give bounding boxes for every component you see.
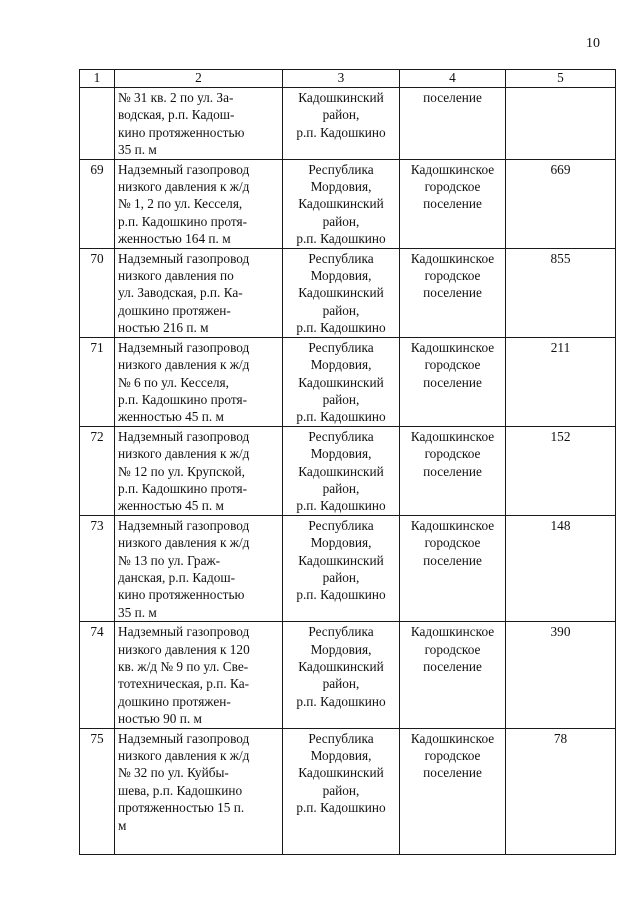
- object-location-line: Кадошкинский: [298, 552, 384, 568]
- object-description-line: ностью 90 п. м: [118, 711, 202, 727]
- object-location-line: Мордовия,: [310, 446, 372, 462]
- object-description-line: Надземный газопровод: [118, 730, 250, 746]
- object-description-line: женностью 45 п. м: [118, 409, 224, 425]
- object-description: [115, 88, 283, 160]
- object-location-line: р.п. Кадошкино: [296, 587, 386, 603]
- table-row: [80, 622, 616, 728]
- object-value: 211: [506, 337, 616, 426]
- object-location: [283, 515, 400, 621]
- object-location-line: Мордовия,: [310, 535, 372, 551]
- object-location-line: Мордовия,: [310, 179, 372, 195]
- object-location-line: Кадошкинский: [298, 90, 384, 105]
- object-description: [115, 728, 283, 854]
- row-number: 74: [80, 622, 115, 728]
- settlement-name: [400, 248, 506, 337]
- object-description-line: дошкино протяжен-: [118, 302, 231, 318]
- table-row: [80, 248, 616, 337]
- object-location: [283, 426, 400, 515]
- object-value: 855: [506, 248, 616, 337]
- object-location-line: Республика: [308, 250, 374, 266]
- column-number-row: [80, 70, 616, 88]
- settlement-name-line: поселение: [423, 765, 482, 781]
- object-description-line: № 31 кв. 2 по ул. За-: [118, 90, 234, 105]
- column-header: 4: [400, 70, 506, 88]
- object-description-line: кино протяженностью: [118, 124, 245, 140]
- object-location-line: Мордовия,: [310, 268, 372, 284]
- object-location-line: Республика: [308, 730, 374, 746]
- object-description-line: м: [118, 817, 127, 833]
- object-location-line: Кадошкинский: [298, 659, 384, 674]
- object-description-line: женностью 45 п. м: [118, 498, 224, 514]
- object-location-line: район,: [322, 782, 360, 798]
- settlement-name-line: городское: [424, 446, 481, 462]
- object-location: [283, 88, 400, 160]
- object-description-line: низкого давления к ж/д: [118, 357, 250, 373]
- settlement-name-line: поселение: [423, 196, 482, 212]
- object-location-line: Республика: [308, 428, 374, 444]
- settlement-name: [400, 622, 506, 728]
- row-number: [80, 88, 115, 160]
- object-location-line: р.п. Кадошкино: [296, 409, 386, 425]
- row-number: 72: [80, 426, 115, 515]
- settlement-name-line: городское: [424, 268, 481, 284]
- table-row: [80, 426, 616, 515]
- settlement-name: [400, 337, 506, 426]
- object-location-line: Республика: [308, 517, 374, 533]
- object-description-line: р.п. Кадошкино протя-: [118, 480, 248, 496]
- object-description: [115, 622, 283, 728]
- settlement-name-line: поселение: [423, 552, 482, 568]
- table-row: [80, 159, 616, 248]
- object-description-line: 35 п. м: [118, 604, 157, 620]
- settlement-name-line: поселение: [423, 463, 482, 479]
- object-description-line: кино протяженностью: [118, 587, 245, 603]
- row-number: 71: [80, 337, 115, 426]
- object-description-line: низкого давления к 120: [118, 641, 250, 657]
- object-value: 78: [506, 728, 616, 854]
- settlement-name-line: поселение: [423, 374, 482, 390]
- object-description: [115, 248, 283, 337]
- object-description-line: дошкино протяжен-: [118, 693, 231, 709]
- table-body: [80, 70, 616, 855]
- object-location: [283, 159, 400, 248]
- column-header: 3: [283, 70, 400, 88]
- object-description-line: женностью 164 п. м: [118, 231, 231, 247]
- object-description-line: № 6 по ул. Кесселя,: [118, 374, 229, 390]
- object-description-line: низкого давления по: [118, 268, 234, 284]
- settlement-name-line: Кадошкинское: [410, 161, 495, 177]
- object-description-line: р.п. Кадошкино протя-: [118, 213, 248, 229]
- object-description-line: № 12 по ул. Крупской,: [118, 463, 245, 479]
- object-value: 148: [506, 515, 616, 621]
- object-location-line: р.п. Кадошкино: [296, 231, 386, 247]
- column-header: 5: [506, 70, 616, 88]
- object-location-line: район,: [322, 107, 360, 123]
- object-description: [115, 159, 283, 248]
- object-location-line: Кадошкинский: [298, 374, 384, 390]
- object-location-line: р.п. Кадошкино: [296, 693, 386, 709]
- object-description-line: протяженностью 15 п.: [118, 800, 245, 816]
- asset-register-table: [79, 69, 616, 855]
- settlement-name-line: поселение: [423, 90, 482, 105]
- object-location-line: Мордовия,: [310, 357, 372, 373]
- object-location-line: Кадошкинский: [298, 285, 384, 301]
- settlement-name-line: Кадошкинское: [410, 250, 495, 266]
- object-description-line: ностью 216 п. м: [118, 320, 209, 336]
- row-number: 73: [80, 515, 115, 621]
- object-description-line: Надземный газопровод: [118, 250, 250, 266]
- object-description-line: № 13 по ул. Граж-: [118, 552, 221, 568]
- object-description-line: тотехническая, р.п. Ка-: [118, 676, 250, 692]
- object-description-line: 35 п. м: [118, 142, 157, 158]
- object-description-line: водская, р.п. Кадош-: [118, 107, 235, 123]
- page-number: 10: [586, 36, 600, 51]
- settlement-name: [400, 515, 506, 621]
- object-value: [506, 88, 616, 160]
- table-row: [80, 515, 616, 621]
- object-description-line: Надземный газопровод: [118, 161, 250, 177]
- row-number: 70: [80, 248, 115, 337]
- settlement-name: [400, 426, 506, 515]
- settlement-name: [400, 88, 506, 160]
- object-description-line: шева, р.п. Кадошкино: [118, 782, 243, 798]
- settlement-name-line: городское: [424, 535, 481, 551]
- object-description-line: р.п. Кадошкино протя-: [118, 391, 248, 407]
- object-location-line: Кадошкинский: [298, 196, 384, 212]
- object-description-line: низкого давления к ж/д: [118, 446, 250, 462]
- object-description-line: ул. Заводская, р.п. Ка-: [118, 285, 243, 301]
- object-location-line: р.п. Кадошкино: [296, 800, 386, 816]
- object-value: 390: [506, 622, 616, 728]
- object-location-line: р.п. Кадошкино: [296, 320, 386, 336]
- object-location: [283, 728, 400, 854]
- object-value: 152: [506, 426, 616, 515]
- object-location-line: Мордовия,: [310, 748, 372, 764]
- object-description-line: Надземный газопровод: [118, 517, 250, 533]
- object-location-line: район,: [322, 480, 360, 496]
- object-location-line: Республика: [308, 339, 374, 355]
- object-location: [283, 248, 400, 337]
- object-location-line: р.п. Кадошкино: [296, 498, 386, 514]
- object-location-line: район,: [322, 569, 360, 585]
- object-description-line: данская, р.п. Кадош-: [118, 569, 236, 585]
- object-description-line: низкого давления к ж/д: [118, 535, 250, 551]
- settlement-name-line: Кадошкинское: [410, 428, 495, 444]
- settlement-name: [400, 159, 506, 248]
- object-location-line: район,: [322, 676, 360, 692]
- settlement-name-line: Кадошкинское: [410, 517, 495, 533]
- object-description-line: Надземный газопровод: [118, 339, 250, 355]
- column-header: 2: [115, 70, 283, 88]
- object-description-line: Надземный газопровод: [118, 428, 250, 444]
- settlement-name-line: Кадошкинское: [410, 730, 495, 746]
- object-location-line: район,: [322, 302, 360, 318]
- object-description-line: № 32 по ул. Куйбы-: [118, 765, 229, 781]
- object-description-line: кв. ж/д № 9 по ул. Све-: [118, 659, 249, 674]
- object-location-line: район,: [322, 213, 360, 229]
- settlement-name: [400, 728, 506, 854]
- settlement-name-line: поселение: [423, 285, 482, 301]
- object-description: [115, 515, 283, 621]
- settlement-name-line: Кадошкинское: [410, 624, 495, 640]
- object-location-line: р.п. Кадошкино: [296, 124, 386, 140]
- object-location-line: Республика: [308, 624, 374, 640]
- settlement-name-line: городское: [424, 179, 481, 195]
- object-location: [283, 337, 400, 426]
- column-header: 1: [80, 70, 115, 88]
- object-location: [283, 622, 400, 728]
- object-description-line: № 1, 2 по ул. Кесселя,: [118, 196, 243, 212]
- object-location-line: Кадошкинский: [298, 765, 384, 781]
- settlement-name-line: поселение: [423, 659, 482, 674]
- settlement-name-line: Кадошкинское: [410, 339, 495, 355]
- object-description: [115, 426, 283, 515]
- object-description-line: Надземный газопровод: [118, 624, 250, 640]
- object-description-line: низкого давления к ж/д: [118, 748, 250, 764]
- settlement-name-line: городское: [424, 357, 481, 373]
- table-row: [80, 337, 616, 426]
- object-location-line: район,: [322, 391, 360, 407]
- object-location-line: Кадошкинский: [298, 463, 384, 479]
- object-location-line: Мордовия,: [310, 641, 372, 657]
- settlement-name-line: городское: [424, 748, 481, 764]
- object-description-line: низкого давления к ж/д: [118, 179, 250, 195]
- settlement-name-line: городское: [424, 641, 481, 657]
- row-number: 75: [80, 728, 115, 854]
- object-location-line: Республика: [308, 161, 374, 177]
- table-row: [80, 728, 616, 854]
- table-row: [80, 88, 616, 160]
- object-description: [115, 337, 283, 426]
- object-value: 669: [506, 159, 616, 248]
- row-number: 69: [80, 159, 115, 248]
